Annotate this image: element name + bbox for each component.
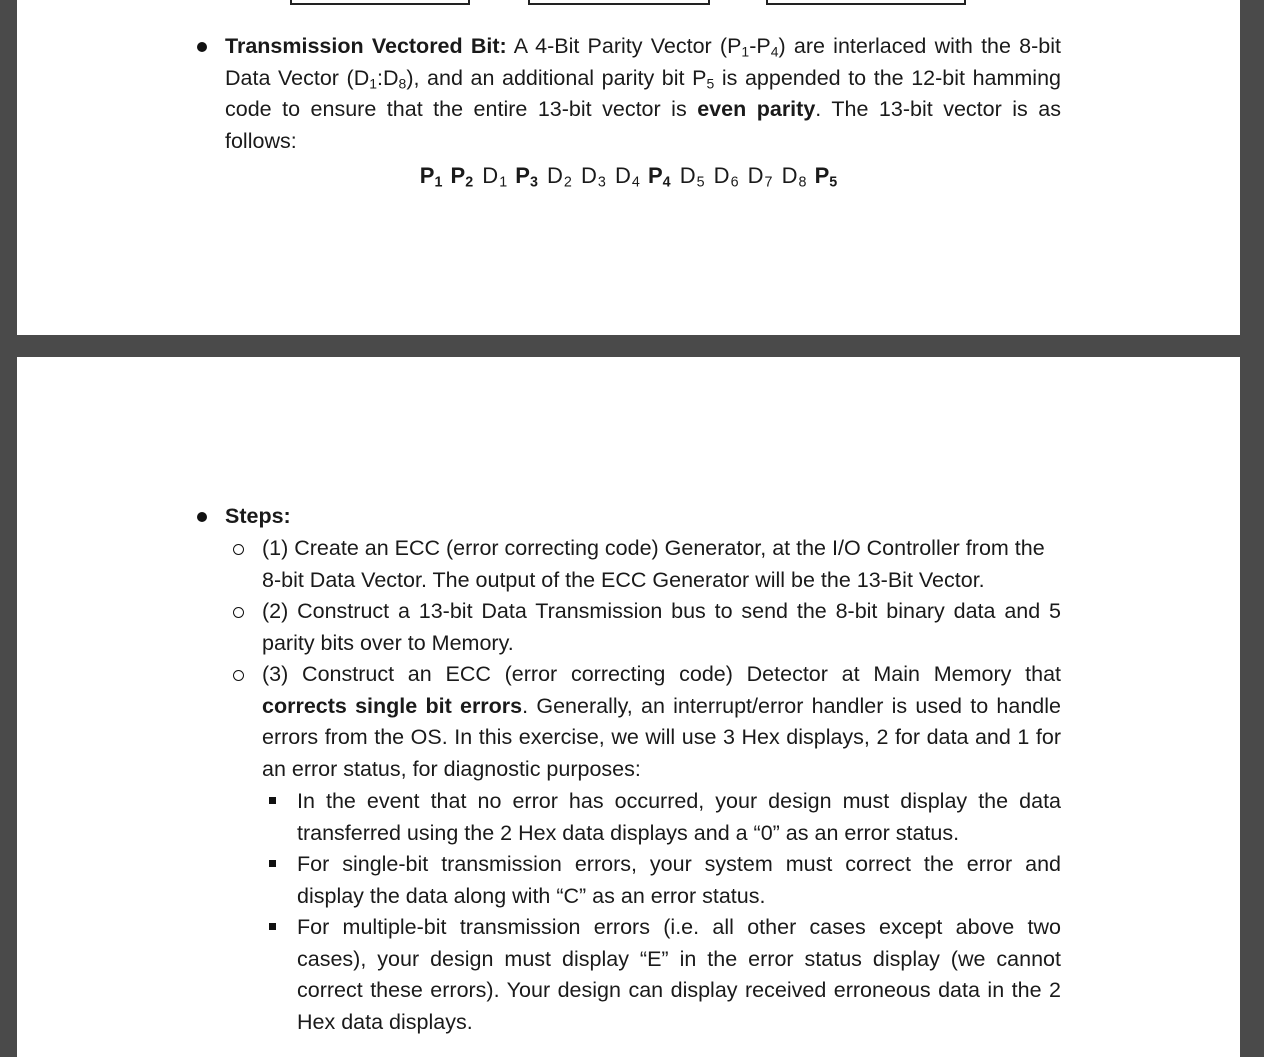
square-bullet-icon [269,923,276,930]
vector-bit: $P_4$ [647,163,671,191]
parity-vector-line [17,160,1240,192]
vector-bit: $D_1$ [482,163,508,191]
vector-bit: $P_3$ [515,163,538,191]
step-3: (3) Construct an ECC (error correcting code) Detector at Main Memory that corrects single bit errors. Generally, an interrupt/error handler is used to handle errors from the OS. In this exercise, we will use 3 Hex displays, 2 for data and 1 for an error status, for diagnostic purposes: [262,662,1061,781]
even-parity-emphasis: even parity [697,97,816,121]
diagram-box-left [290,0,470,5]
diagram-box-right [766,0,966,5]
square-bullet-icon [269,797,276,804]
vector-bit: $D_7$ [747,163,773,191]
vector-bit: $D_2$ [547,163,572,191]
circle-bullet-icon [233,544,244,555]
diagram-box-middle [528,0,710,5]
steps-heading: Steps: [225,504,291,528]
circle-bullet-icon [233,670,244,681]
case-multi-bit: For multiple-bit transmission errors (i.e. all other cases except above two cases), your design must display “E” in the error status display (we cannot correct these errors). Your design can display received erroneous data in the 2 Hex data displays. [297,915,1061,1034]
step-1: (1) Create an ECC (error correcting code) Generator, at the I/O Controller from the 8-bit Data Vector. The output of the ECC Generator will be the 13-Bit Vector. [262,536,1045,592]
document-page-1 [17,0,1240,335]
case-single-bit: For single-bit transmission errors, your system must correct the error and display the data along with “C” as an error status. [297,852,1061,908]
step-2: (2) Construct a 13-bit Data Transmission bus to send the 8-bit binary data and 5 parity bits over to Memory. [262,599,1061,655]
vector-bit: $D_3$ [581,163,606,191]
transmission-label: Transmission Vectored Bit: [225,34,507,58]
vector-bit: $P_2$ [450,163,474,191]
document-page-2 [17,357,1240,1057]
single-bit-emphasis: corrects single bit errors [262,693,523,718]
circle-bullet-icon [233,607,244,618]
vector-bit: $D_6$ [713,163,739,191]
square-bullet-icon [269,860,276,867]
vector-bit: $D_8$ [781,163,807,191]
bullet-icon [197,512,207,522]
case-no-error: In the event that no error has occurred, your design must display the data transferred using the 2 Hex data displays and a “0” as an error status. [297,789,1061,845]
transmission-paragraph: Transmission Vectored Bit: A 4-Bit Parity Vector $(P_1-P_4)$ are interlaced with the 8-bit Data Vector $(D_1:D_8)$, and an additional parity bit $P_5$ is appended to the 12-bit hamming code to ensure that the entire 13-bit vector is even parity. The 13-bit vector is as follows: [225,34,1061,153]
vector-bit: $P_5$ [814,163,838,191]
vector-bit: $D_4$ [614,163,640,191]
bullet-icon [197,42,207,52]
vector-bit: $D_5$ [679,163,705,191]
vector-bit: $P_1$ [419,163,443,191]
